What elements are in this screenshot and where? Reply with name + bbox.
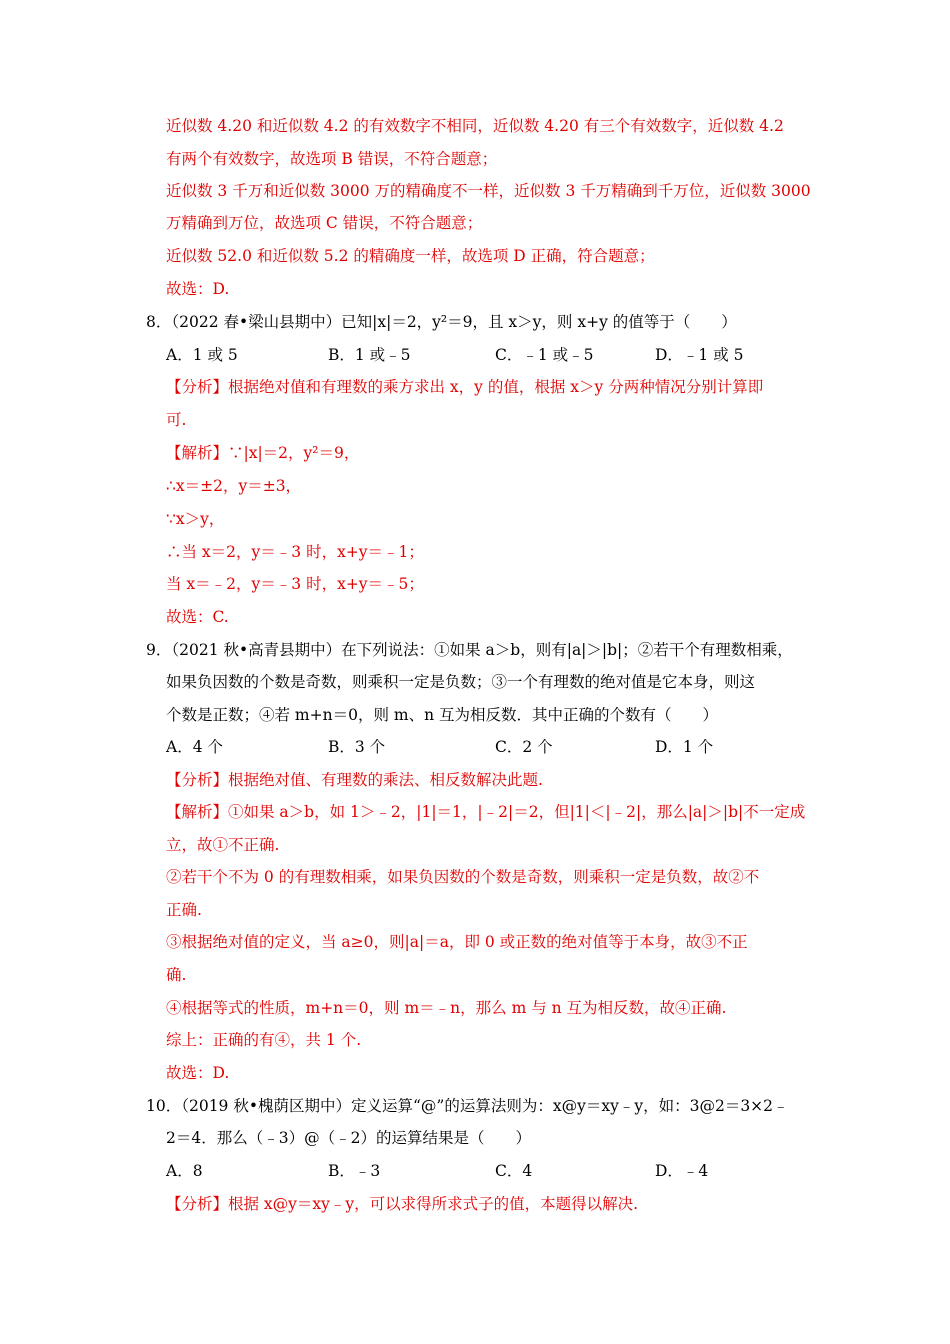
- q8-solution-line: ∵x＞y，: [166, 510, 225, 528]
- q9-stem: 9．（2021 秋•高青县期中）在下列说法：①如果 a＞b，则有|a|＞|b|；②若干个有理数相乘，: [146, 641, 793, 659]
- q9-option-d: D．1 个: [655, 738, 714, 756]
- q9-solution-line: 正确.: [166, 901, 202, 919]
- prev-solution-line: 近似数 4.20 和近似数 4.2 的有效数字不相同，近似数 4.20 有三个有效数字，近似数 4.2: [166, 117, 784, 135]
- prev-solution-line: 近似数 3 千万和近似数 3000 万的精确度不一样，近似数 3 千万精确到千万位，近似数 3000: [166, 182, 811, 200]
- q9-solution-line: ②若干个不为 0 的有理数相乘，如果负因数的个数是奇数，则乘积一定是负数，故②不: [166, 868, 760, 886]
- q9-solution-line: ④根据等式的性质，m+n＝0，则 m＝﹣n，那么 m 与 n 互为相反数，故④正确.: [166, 999, 727, 1017]
- q10-option-b: B．﹣3: [328, 1162, 381, 1180]
- q8-solution-line: ∴当 x＝2，y＝﹣3 时，x+y＝﹣1；: [166, 543, 424, 561]
- q9-option-a: A．4 个: [166, 738, 223, 756]
- q8-option-b: B．1 或﹣5: [328, 346, 411, 364]
- q8-option-a: A．1 或 5: [166, 346, 238, 364]
- q8-solution-line: 当 x＝﹣2，y＝﹣3 时，x+y＝﹣5；: [166, 575, 424, 593]
- q8-answer: 故选：C.: [166, 608, 229, 626]
- q9-solution-line: 确.: [166, 966, 187, 984]
- q9-stem: 如果负因数的个数是奇数，则乘积一定是负数；③一个有理数的绝对值是它本身，则这: [166, 673, 756, 691]
- q8-option-d: D．﹣1 或 5: [655, 346, 744, 364]
- q9-solution-line: 【解析】①如果 a＞b，如 1＞﹣2，|1|＝1，|﹣2|＝2，但|1|＜|﹣2|，那么|a|＞|b|不一定成: [166, 803, 806, 821]
- q8-solution-line: 【解析】∵|x|＝2，y²＝9，: [166, 444, 360, 462]
- prev-solution-line: 万精确到万位，故选项 C 错误，不符合题意；: [166, 214, 483, 232]
- q9-solution-line: 综上：正确的有④，共 1 个.: [166, 1031, 362, 1049]
- q8-solution-line: ∴x＝±2，y＝±3，: [166, 477, 302, 495]
- q8-option-c: C．﹣1 或﹣5: [495, 346, 594, 364]
- q9-stem: 个数是正数；④若 m+n＝0，则 m、n 互为相反数．其中正确的个数有（ ）: [166, 706, 718, 724]
- q10-stem: 10．（2019 秋•槐荫区期中）定义运算“@”的运算法则为：x@y＝xy﹣y，如：3@2＝3×2﹣: [146, 1097, 789, 1115]
- q10-option-a: A．8: [166, 1162, 203, 1180]
- q9-solution-line: 立，故①不正确.: [166, 836, 280, 854]
- q8-stem: 8．（2022 春•梁山县期中）已知|x|＝2，y²＝9，且 x＞y，则 x+y 的值等于（ ）: [146, 313, 737, 331]
- prev-solution-answer: 故选：D.: [166, 280, 230, 298]
- q10-option-c: C．4: [495, 1162, 533, 1180]
- prev-solution-line: 近似数 52.0 和近似数 5.2 的精确度一样，故选项 D 正确，符合题意；: [166, 247, 655, 265]
- q10-stem: 2＝4．那么（﹣3）@（﹣2）的运算结果是（ ）: [166, 1129, 531, 1147]
- q9-option-c: C．2 个: [495, 738, 553, 756]
- q9-answer: 故选：D.: [166, 1064, 230, 1082]
- q10-analysis: 【分析】根据 x@y＝xy﹣y，可以求得所求式子的值，本题得以解决.: [166, 1195, 639, 1213]
- q8-analysis: 【分析】根据绝对值和有理数的乘方求出 x，y 的值，根据 x＞y 分两种情况分别计算即: [166, 378, 764, 396]
- prev-solution-line: 有两个有效数字，故选项 B 错误，不符合题意；: [166, 150, 498, 168]
- q8-analysis: 可.: [166, 411, 187, 429]
- q9-analysis: 【分析】根据绝对值、有理数的乘法、相反数解决此题.: [166, 771, 543, 789]
- q10-option-d: D．﹣4: [655, 1162, 709, 1180]
- q9-solution-line: ③根据绝对值的定义，当 a≥0，则|a|＝a，即 0 或正数的绝对值等于本身，故③不正: [166, 933, 748, 951]
- q9-option-b: B．3 个: [328, 738, 386, 756]
